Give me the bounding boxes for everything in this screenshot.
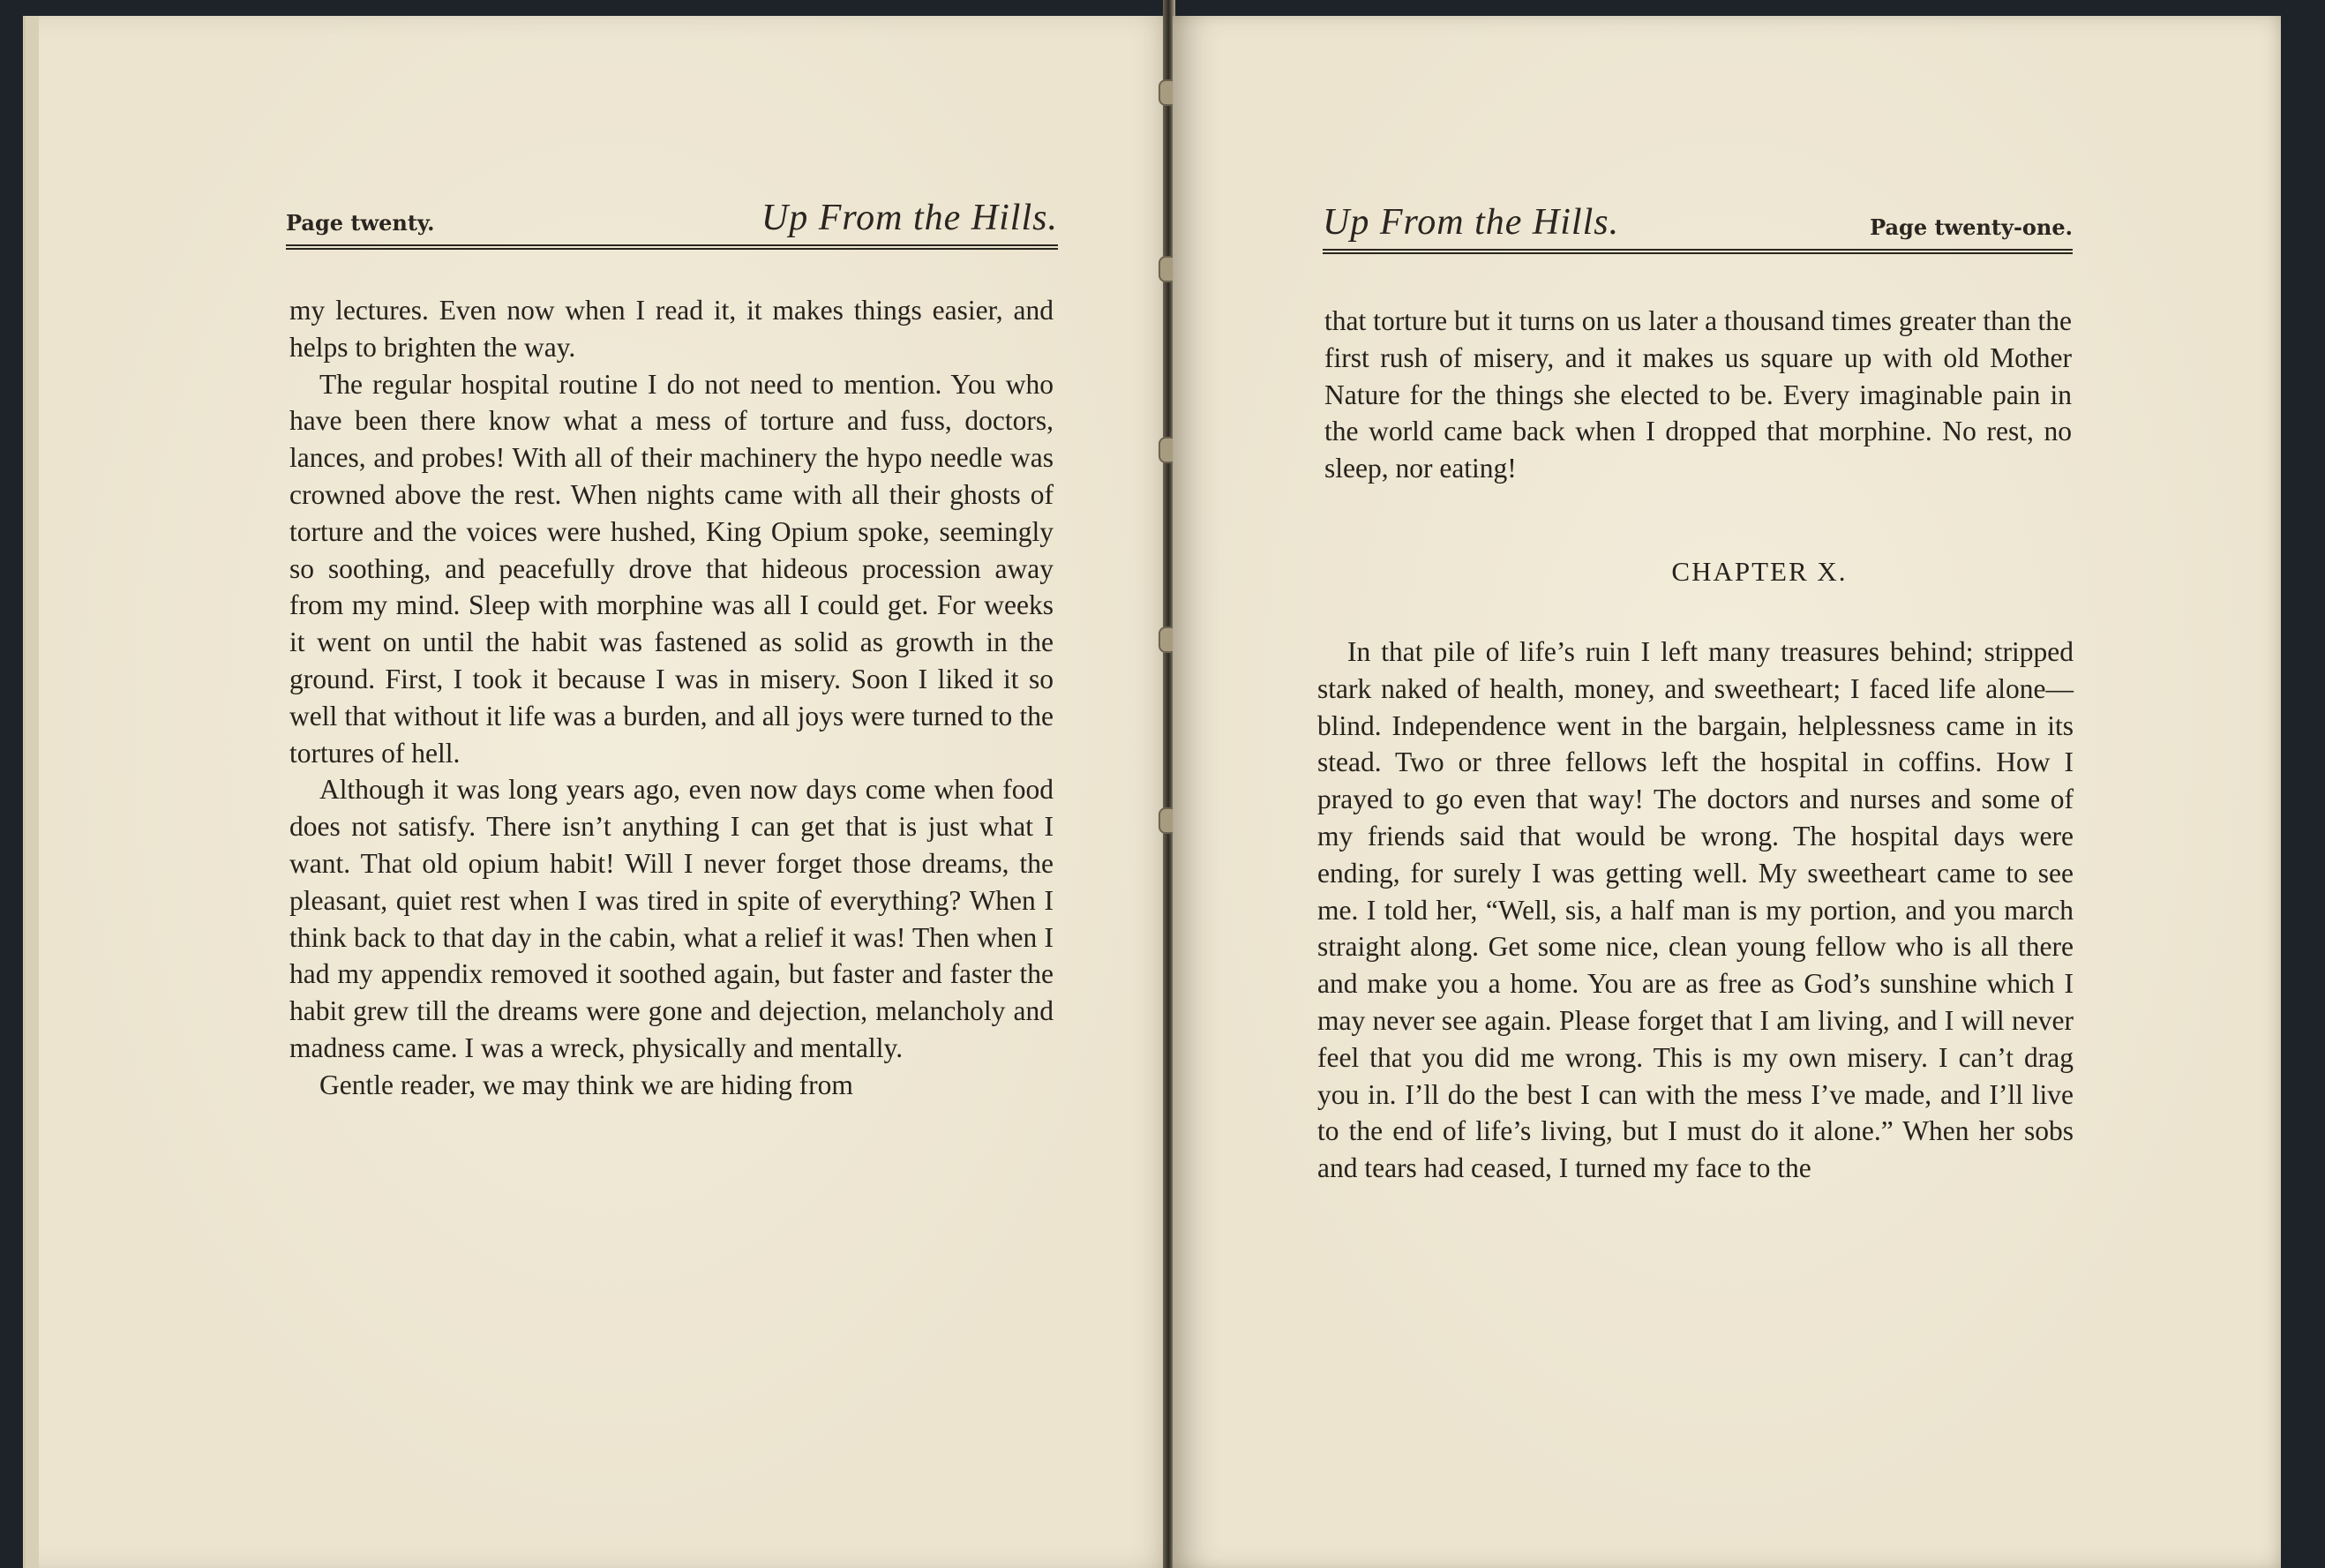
right-page-top-text bbox=[1324, 303, 2072, 487]
left-page-body bbox=[289, 292, 1054, 1104]
right-page bbox=[1173, 16, 2281, 1568]
right-page-number: Page twenty-one. bbox=[1870, 214, 2073, 240]
paragraph: In that pile of life’s ruin I left many treasures behind; stripped stark naked of health, money, and sweetheart; I faced life alone—blind. Independence went in the bargain, helplessness came in its stead. Two or three fellows left the hospital in coffins. How I prayed to go even that way! The doctors and nurses and some of my friends said that would be wrong. The hospital days were ending, for surely I was getting well. My sweetheart came to see me. I told her, “Well, sis, a half man is my portion, and you march straight along. Get some nice, clean young fellow who is all there and make you a home. You are as free as God’s sunshine which I may never see again. Please forget that I am living, and I will never feel that you did me wrong. This is my own misery. I can’t drag you in. I’ll do the best I can with the mess I’ve made, and I’ll live to the end of life’s living, but I must do it alone.” When her sobs and tears had ceased, I turned my face to the bbox=[1317, 636, 2074, 1184]
left-page-number: Page twenty. bbox=[286, 210, 435, 236]
right-running-title: Up From the Hills. bbox=[1323, 202, 1620, 243]
chapter-heading bbox=[1173, 556, 2240, 588]
paragraph: my lectures. Even now when I read it, it makes things easier, and helps to brighten the way. bbox=[289, 295, 1054, 363]
left-running-title: Up From the Hills. bbox=[761, 198, 1058, 238]
right-page-chapter-text bbox=[1317, 634, 2074, 1187]
paragraph: Although it was long years ago, even now days come when food does not satisfy. There isn’t anything I can get that is just what I want. That old opium habit! Will I never forget those dreams, the pleasant, quiet rest when I was tired in spite of everything? When I think back to that day in the cabin, what a relief it was! Then when I had my appendix removed it soothed again, but faster and faster the habit grew till the dreams were gone and dejection, melancholy and madness came. I was a wreck, physically and mentally. bbox=[289, 774, 1054, 1063]
left-running-head bbox=[286, 197, 1058, 250]
paragraph: The regular hospital routine I do not need to mention. You who have been there know what a mess of torture and fuss, doctors, lances, and probes! With all of their machinery the hypo needle was crowned above the rest. When nights came with all their ghosts of torture and the voices were hushed, King Opium spoke, seemingly so soothing, and peacefully drove that hideous procession away from my mind. Sleep with morphine was all I could get. For weeks it went on until the habit was fastened as solid as growth in the ground. First, I took it because I was in misery. Soon I liked it so well that without it life was a burden, and all joys were turned to the tortures of hell. bbox=[289, 368, 1054, 769]
paragraph: Gentle reader, we may think we are hiding from bbox=[319, 1069, 853, 1100]
right-running-head bbox=[1323, 201, 2073, 254]
paragraph: that torture but it turns on us later a thousand times greater than the first rush of misery, and it makes us square up with old Mother Nature for the things she elected to be. Every imaginable pain in the world came back when I dropped that morphine. No rest, no sleep, nor eating! bbox=[1324, 305, 2072, 484]
left-page bbox=[26, 16, 1180, 1568]
chapter-heading-text: CHAPTER X. bbox=[1671, 556, 1848, 587]
